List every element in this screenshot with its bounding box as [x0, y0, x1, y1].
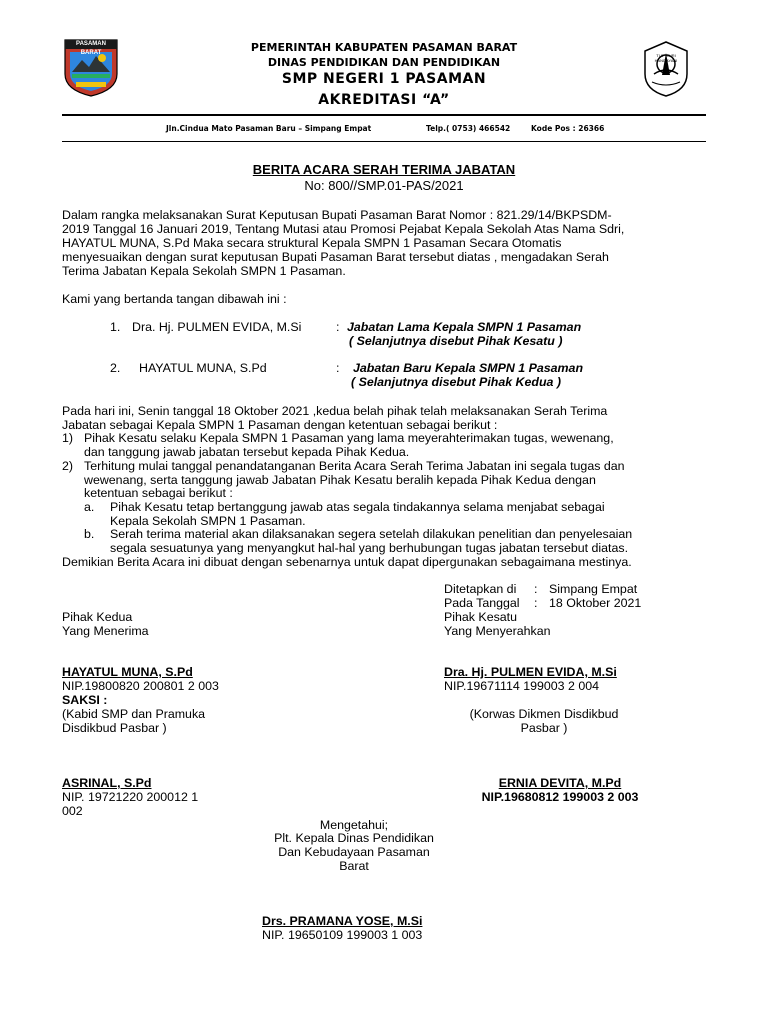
right-role: Pihak Kesatu [444, 610, 518, 624]
tut-wuri-handayani-icon [640, 40, 692, 98]
left-role-sub: Yang Menerima [62, 624, 149, 638]
left-signer-name: HAYATUL MUNA, S.Pd [62, 665, 193, 679]
date-colon: : [534, 596, 538, 610]
body-line: Jabatan sebagai Kepala SMPN 1 Pasaman dengan ketentuan sebagai berikut : [62, 418, 498, 432]
item2-line: Terhitung mulai tanggal penandatanganan Berita Acara Serah Terima Jabatan ini segala tugas dan [84, 459, 625, 473]
date-label: Pada Tanggal [444, 596, 520, 610]
acknowledgement-office: Barat [339, 859, 369, 873]
intro-line: 2019 Tanggal 16 Januari 2019, Tentang Mutasi atau Promosi Pejabat Kepala Sekolah Atas Nama Sdri, [62, 222, 625, 236]
right-role-sub: Yang Menyerahkan [444, 624, 551, 638]
acknowledgement-label: Mengetahui; [319, 818, 389, 832]
place-value: Simpang Empat [549, 582, 638, 596]
intro-line: HAYATUL MUNA, S.Pd Maka secara struktural Kepala SMPN 1 Pasaman Secara Otomatis [62, 236, 562, 250]
sub-a-line: Pihak Kesatu tetap bertanggung jawab atas segala tindakannya selama menjabat sebagai [110, 500, 605, 514]
place-label: Ditetapkan di [444, 582, 517, 596]
right-signer-nip: NIP.19671114 199003 2 004 [444, 679, 600, 693]
item2-number: 2) [62, 459, 74, 473]
item1-number: 1) [62, 431, 74, 445]
letterhead-postal: Kode Pos : 26366 [531, 124, 605, 133]
intro-line: Dalam rangka melaksanakan Surat Keputusan Bupati Pasaman Barat Nomor : 821.29/14/BKPSDM- [62, 208, 612, 222]
item1-line: dan tanggung jawab jabatan tersebut kepada Pihak Kedua. [84, 445, 410, 459]
letterhead-phone: Telp.( 0753) 466542 [426, 124, 511, 133]
witness-right-name: ERNIA DEVITA, M.Pd [498, 776, 622, 790]
letterhead-rule-thick [62, 114, 706, 116]
intro-line: Terima Jabatan Kepala Sekolah SMPN 1 Pasaman. [62, 264, 346, 278]
witness-left-nip: NIP. 19721220 200012 1 [62, 790, 199, 804]
item2-line: ketentuan sebagai berikut : [84, 486, 233, 500]
letterhead-school: SMP NEGERI 1 PASAMAN [281, 71, 487, 87]
right-signer-name: Dra. Hj. PULMEN EVIDA, M.Si [444, 665, 617, 679]
sub-b-line: segala sesuatunya yang menyangkut hal-hal yang berhubungan tugas jabatan tersebut diatas. [110, 541, 629, 555]
regency-logo [62, 38, 120, 98]
witness-left-office: Disdikbud Pasbar ) [62, 721, 167, 735]
head-signer-name: Drs. PRAMANA YOSE, M.Si [262, 914, 423, 928]
tut-wuri-logo-text: TUT WURI HANDAYANI [654, 53, 678, 63]
party2-colon: : [336, 361, 340, 375]
party2-note: ( Selanjutnya disebut Pihak Kedua ) [351, 375, 561, 389]
sub-a-line: Kepala Sekolah SMPN 1 Pasaman. [110, 514, 306, 528]
party1-name: Dra. Hj. PULMEN EVIDA, M.Si [132, 320, 302, 334]
witness-left-nip: 002 [62, 804, 83, 818]
acknowledgement-office: Dan Kebudayaan Pasaman [278, 845, 430, 859]
place-colon: : [534, 582, 538, 596]
witness-left-name: ASRINAL, S.Pd [62, 776, 152, 790]
witness-label: SAKSI : [62, 693, 108, 707]
letterhead-accreditation: AKREDITASI “A” [318, 92, 450, 108]
party1-number: 1. [110, 320, 121, 334]
letterhead-department: DINAS PENDIDIKAN DAN PENDIDIKAN [267, 56, 501, 69]
sub-b-line: Serah terima material akan dilaksanakan segera setelah dilakukan penelitian dan penyelesaian [110, 527, 633, 541]
item2-line: wewenang, serta tanggung jawab Jabatan Pihak Kesatu beralih kepada Pihak Kedua dengan [84, 473, 596, 487]
item1-line: Pihak Kesatu selaku Kepala SMPN 1 Pasaman yang lama meyerahterimakan tugas, wewenang, [84, 431, 614, 445]
letterhead-rule-thin [62, 141, 706, 142]
signers-intro: Kami yang bertanda tangan dibawah ini : [62, 292, 287, 306]
party2-name: HAYATUL MUNA, S.Pd [139, 361, 267, 375]
sub-a-number: a. [84, 500, 95, 514]
sub-b-number: b. [84, 527, 95, 541]
document-number: No: 800//SMP.01-PAS/2021 [304, 178, 464, 193]
letterhead-government: PEMERINTAH KABUPATEN PASAMAN BARAT [250, 41, 518, 54]
party1-role: Jabatan Lama Kepala SMPN 1 Pasaman [347, 320, 582, 334]
witness-right-office: (Korwas Dikmen Disdikbud [469, 707, 619, 721]
document-title: BERITA ACARA SERAH TERIMA JABATAN [252, 162, 516, 177]
date-value: 18 Oktober 2021 [549, 596, 642, 610]
party1-colon: : [336, 320, 340, 334]
regency-logo-text: PASAMAN BARAT [76, 41, 106, 56]
party2-number: 2. [110, 361, 121, 375]
witness-right-nip: NIP.19680812 199003 2 003 [481, 790, 639, 804]
head-signer-nip: NIP. 19650109 199003 1 003 [262, 928, 423, 942]
left-signer-nip: NIP.19800820 200801 2 003 [62, 679, 219, 693]
acknowledgement-office: Plt. Kepala Dinas Pendidikan [274, 831, 434, 845]
body-line: Pada hari ini, Senin tanggal 18 Oktober 2021 ,kedua belah pihak telah melaksanakan Serah Terima [62, 404, 608, 418]
intro-line: menyesuaikan dengan surat keputusan Bupati Pasaman Barat tersebut diatas , mengadakan Serah [62, 250, 609, 264]
closing-line: Demikian Berita Acara ini dibuat dengan sebenarnya untuk dapat dipergunakan sebagaimana mestinya. [62, 555, 632, 569]
witness-right-office: Pasbar ) [520, 721, 568, 735]
party2-role: Jabatan Baru Kepala SMPN 1 Pasaman [353, 361, 584, 375]
left-role: Pihak Kedua [62, 610, 133, 624]
letterhead-address: Jln.Cindua Mato Pasaman Baru – Simpang Empat [166, 124, 372, 133]
party1-note: ( Selanjutnya disebut Pihak Kesatu ) [349, 334, 563, 348]
witness-left-office: (Kabid SMP dan Pramuka [62, 707, 206, 721]
tut-wuri-logo [640, 40, 692, 98]
